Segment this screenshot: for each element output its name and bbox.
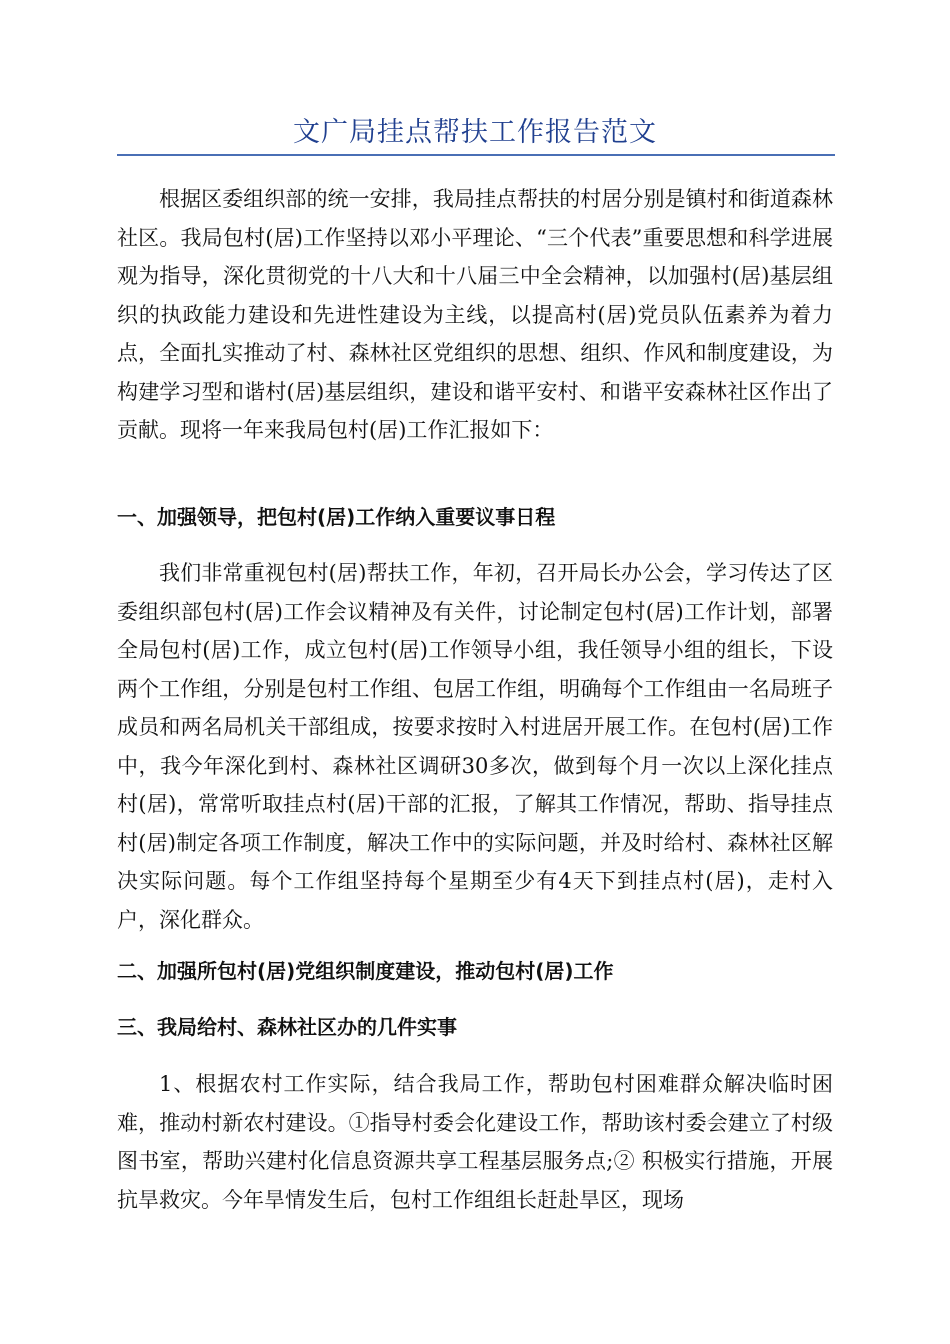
body-paragraph-intro: 根据区委组织部的统一安排，我局挂点帮扶的村居分别是镇村和街道森林社区。我局包村(居)工作坚持以邓小平理论、“三个代表”重要思想和科学进展观为指导，深化贯彻党的十八大和十八届三中全会精神，以加强村(居)基层组织的执政能力建设和先进性建设为主线，以提高村(居)党员队伍素养为着力点，全面扎实推动了村、森林社区党组织的思想、组织、作风和制度建设，为构建学习型和谐村(居)基层组织，建设和谐平安村、和谐平安森林社区作出了贡献。现将一年来我局包村(居)工作汇报如下： <box>117 187 833 442</box>
body-paragraph-practical-matters: 1、根据农村工作实际，结合我局工作，帮助包村困难群众解决临时困难，推动村新农村建设。①指导村委会化建设工作，帮助该村委会建立了村级图书室，帮助兴建村化信息资源共享工程基层服务点;② 积极实行措施，开展抗旱救灾。今年旱情发生后，包村工作组组长赶赴旱区，现场 <box>117 1072 833 1212</box>
section-heading-1: 一、加强领导，把包村(居)工作纳入重要议事日程 <box>117 505 556 529</box>
body-paragraph-leadership: 我们非常重视包村(居)帮扶工作，年初，召开局长办公会，学习传达了区委组织部包村(居)工作会议精神及有关件，讨论制定包村(居)工作计划，部署全局包村(居)工作，成立包村(居)工作领导小组，我任领导小组的组长，下设两个工作组，分别是包村工作组、包居工作组，明确每个工作组由一名局班子成员和两名局机关干部组成，按要求按时入村进居开展工作。在包村(居)工作中，我今年深化到村、森林社区调研30多次，做到每个月一次以上深化挂点村(居)，常常听取挂点村(居)干部的汇报，了解其工作情况，帮助、指导挂点村(居)制定各项工作制度，解决工作中的实际问题，并及时给村、森林社区解决实际问题。每个工作组坚持每个星期至少有4天下到挂点村(居)，走村入户，深化群众。 <box>117 561 833 932</box>
section-heading-3: 三、我局给村、森林社区办的几件实事 <box>117 1015 457 1039</box>
title-underline <box>117 154 835 156</box>
document-page <box>117 0 833 1344</box>
section-heading-2: 二、加强所包村(居)党组织制度建设，推动包村(居)工作 <box>117 959 614 983</box>
document-title: 文广局挂点帮扶工作报告范文 <box>293 117 657 148</box>
